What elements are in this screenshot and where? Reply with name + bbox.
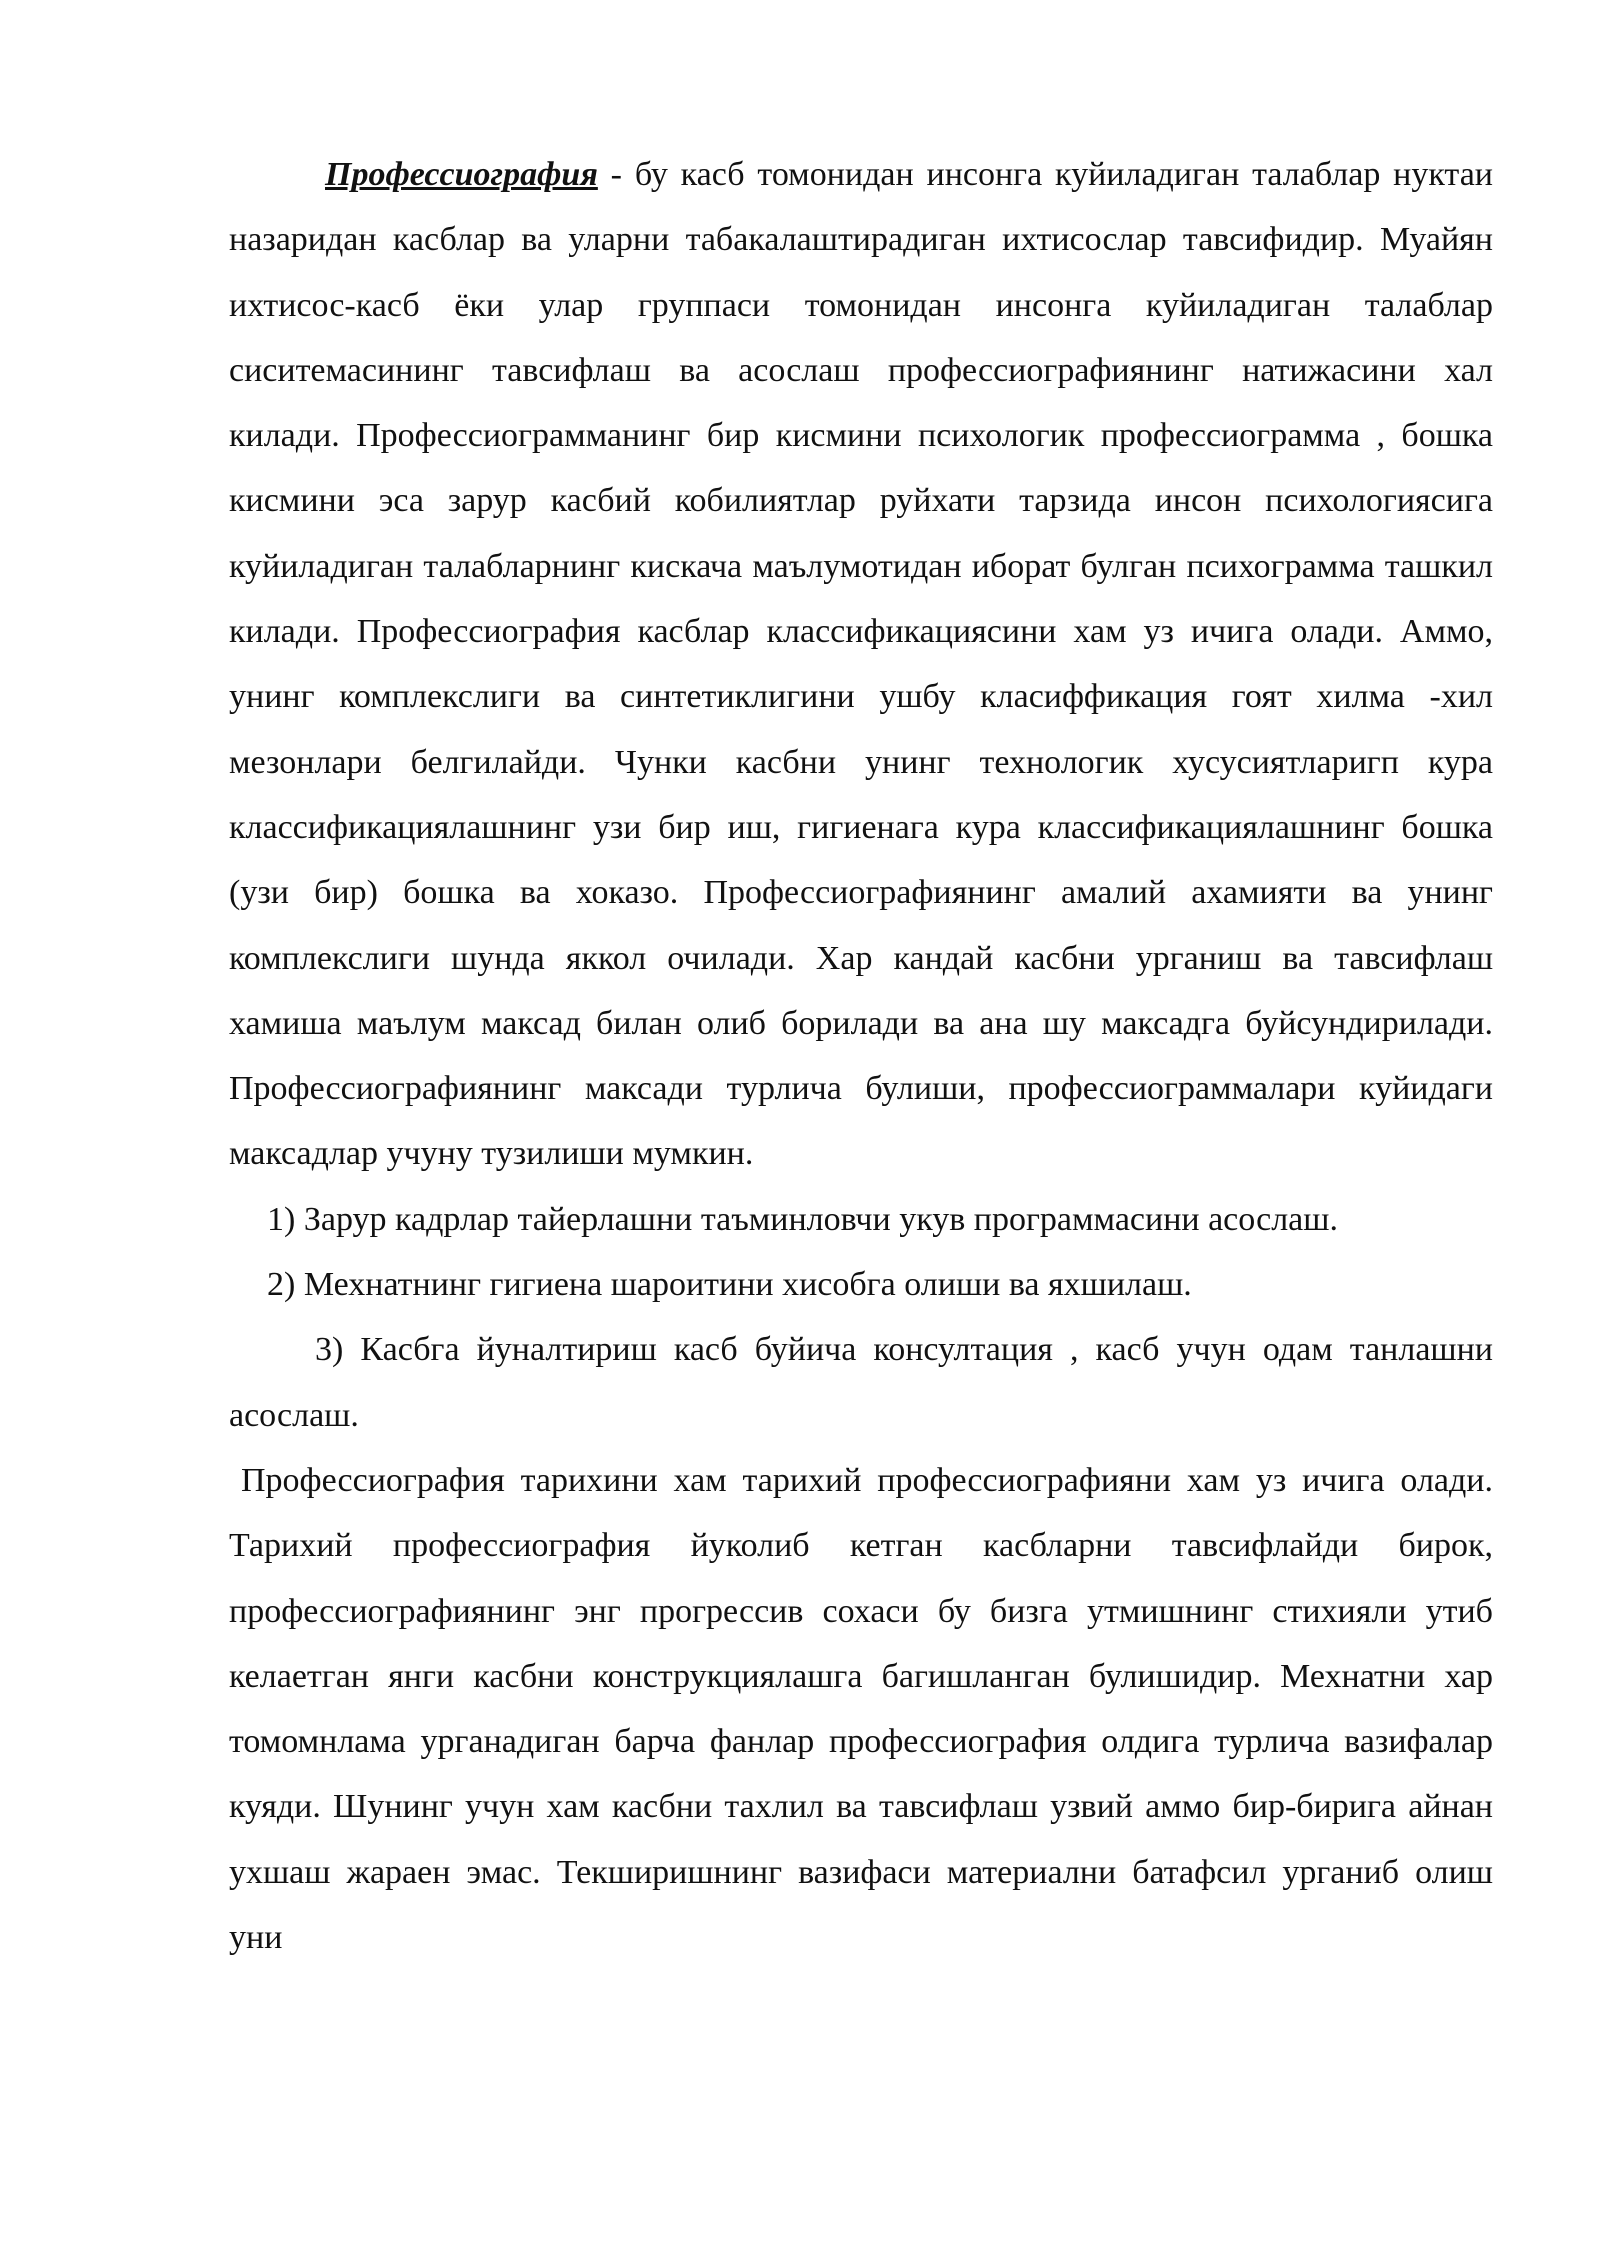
history-paragraph: Профессиография тарихини хам тарихий профессиографияни хам уз ичига олади. Тарихий профессиография йуколиб кетган касбларни тавсифлайди бирок, профессиографиянинг энг прогрессив сохаси бу бизга утмишнинг стихияли утиб келаетган янги касбни конструкциялашга багишланган булишидир. Мехнатни хар томомнлама урганадиган барча фанлар профессиография олдига турлича вазифалар куяди. Шунинг учун хам касбни тахлил ва тавсифлаш узвий аммо бир-бирига айнан ухшаш жараен эмас. Текширишнинг вазифаси материални батафсил урганиб олиш уни [229, 1461, 1493, 1957]
term-heading: Профессиография [325, 156, 598, 193]
list-item-2: 2) Мехнатнинг гигиена шароитини хисобга олиши ва яхшилаш. [267, 1266, 1192, 1304]
intro-paragraph [229, 142, 1493, 1187]
document-body [229, 142, 1493, 1970]
list-item-1: 1) Зарур кадрлар тайерлашни таъминловчи укув программасини асослаш. [267, 1200, 1338, 1238]
list-item-3: 3) Касбга йуналтириш касб буйича консултация , касб учун одам танлашни асослаш. [229, 1331, 1493, 1434]
intro-text: - бу касб томонидан инсонга куйиладиган талаблар нуктаи назаридан касблар ва уларни табакалаштирадиган ихтисослар тавсифидир. Муайян ихтисос-касб ёки улар группаси томонидан инсонга куйиладиган талаблар сиситемасининг тавсифлаш ва асослаш профессиографиянинг натижасини хал килади. Профессиограмманинг бир кисмини психологик профессиограмма , бошка кисмини эса зарур касбий кобилиятлар руйхати тарзида инсон психологиясига куйиладиган талабларнинг кискача маълумотидан иборат булган психограмма ташкил килади. Профессиография касблар классификациясини хам уз ичига олади. Аммо, унинг комплекслиги ва синтетиклигини ушбу класиффикация гоят хилма -хил мезонлари белгилайди. Чунки касбни унинг технологик хусусиятларигп кура классификациялашнинг узи бир иш, гигиенага кура классификациялашнинг бошка (узи бир) бошка ва хоказо. Профессиографиянинг амалий ахамияти ва унинг комплекслиги шунда яккол очилади. Хар кандай касбни урганиш ва тавсифлаш хамиша маълум максад билан олиб борилади ва ана шу максадга буйсундирилади. Профессиографиянинг максади турлича булиши, профессиограммалари куйидаги максадлар учуну тузилиши мумкин. [229, 156, 1493, 1173]
